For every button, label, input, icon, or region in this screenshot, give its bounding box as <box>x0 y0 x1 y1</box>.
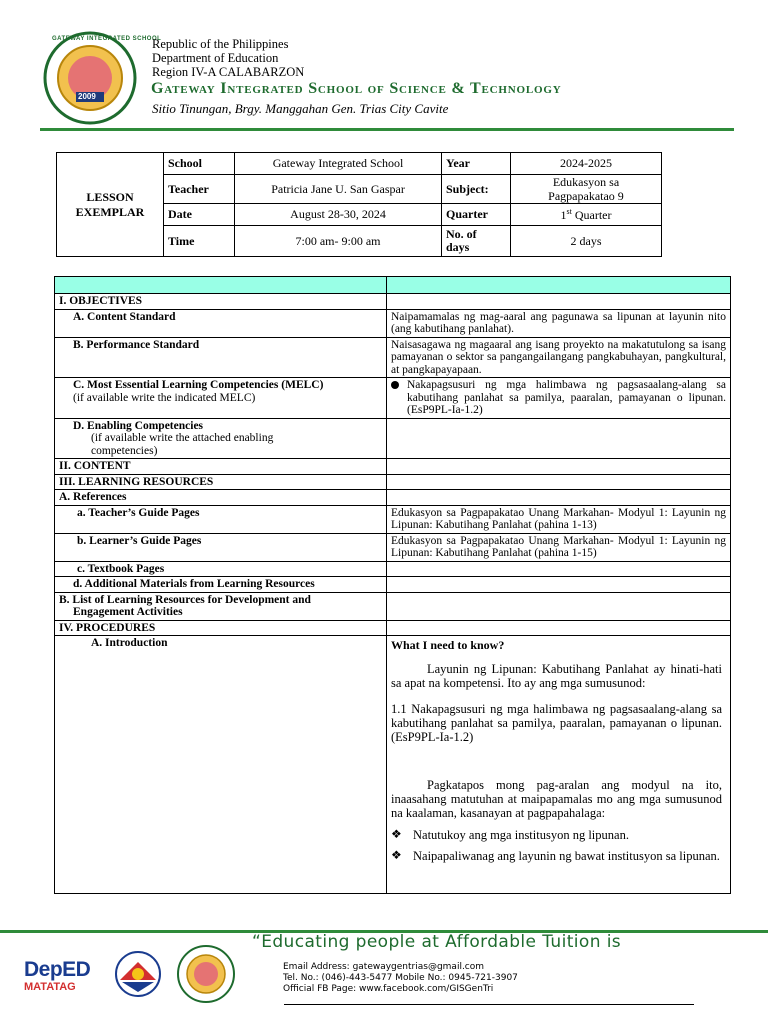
table-row <box>55 309 731 337</box>
year-label: Year <box>442 153 511 175</box>
learners-guide-value: Edukasyon sa Pagpapakatao Unang Markahan- Modyul 1: Layunin ng Lipunan: Kabutihang Panlahat (pahina 1-15) <box>387 533 731 561</box>
procedures-heading: IV. PROCEDURES <box>55 620 387 636</box>
days-value: 2 days <box>511 226 662 257</box>
days-label: No. of days <box>442 226 511 257</box>
intro-bullet: Naipapaliwanag ang layunin ng bawat institusyon sa lipunan. <box>413 848 720 863</box>
time-label: Time <box>164 226 235 257</box>
quarter-value: 1st Quarter <box>511 204 662 226</box>
melc-value: Nakapagsusuri ng mga halimbawa ng pagsasaalang-alang sa kabutihang panlahat sa pamilya, paaralan, pamayanan o lipunan. (EsP9PL-Ia-1.2) <box>407 379 726 416</box>
table-row <box>55 620 731 636</box>
bagong-pilipinas-logo <box>108 950 168 1003</box>
time-value: 7:00 am- 9:00 am <box>235 226 442 257</box>
table-row <box>55 505 731 533</box>
table-row <box>55 636 731 894</box>
contact-facebook: Official FB Page: www.facebook.com/GISGenTri <box>283 984 494 994</box>
list-resources-label: B. List of Learning Resources for Development and Engagement Activities <box>55 592 387 620</box>
logo-arc-text: GATEWAY INTEGRATED SCHOOL <box>52 36 162 42</box>
school-value: Gateway Integrated School <box>235 153 442 175</box>
bullet-icon <box>391 381 399 389</box>
additional-materials-label: d. Additional Materials from Learning Resources <box>55 577 387 593</box>
textbook-label: c. Textbook Pages <box>55 561 387 577</box>
school-logo <box>40 30 140 125</box>
year-value: 2024-2025 <box>511 153 662 175</box>
diamond-bullet-icon: ❖ <box>391 826 402 841</box>
intro-heading: What I need to know? <box>391 638 505 652</box>
content-heading: II. CONTENT <box>55 459 387 475</box>
table-row <box>55 577 731 593</box>
contact-phone: Tel. No.: (046)-443-5477 Mobile No.: 0945-721-3907 <box>283 973 518 983</box>
resources-heading: III. LEARNING RESOURCES <box>55 474 387 490</box>
introduction-content <box>387 636 731 894</box>
table-row <box>55 294 731 310</box>
republic-line: Republic of the Philippines <box>152 37 289 51</box>
lesson-plan-table <box>54 276 731 894</box>
teacher-value: Patricia Jane U. San Gaspar <box>235 175 442 204</box>
intro-expectation: Pagkatapos mong pag-aralan ang modyul na ito, inaasahang matutuhan at maipapamalas mo ang mga sumusunod na kaalaman, kasanayan at pagpapahalaga: <box>391 777 722 820</box>
enabling-label: D. Enabling Competencies (if available write the attached enabling competencies) <box>55 418 387 459</box>
region-line: Region IV-A CALABARZON <box>152 65 305 79</box>
intro-bullet: Natutukoy ang mga institusyon ng lipunan. <box>413 827 629 842</box>
school-motto: “Educating people at Affordable Tuition is <box>252 932 622 952</box>
table-row <box>55 337 731 378</box>
table-row <box>55 459 731 475</box>
table-row <box>55 378 731 419</box>
performance-standard-value: Naisasagawa ng magaaral ang isang proyekto na makatutulong sa isang pamayanan o sektor sa pangangailangang pangkabuhayan, pangkultural, at pangkapayapaan. <box>387 337 731 378</box>
subject-value: Edukasyon sa Pagpapakatao 9 <box>511 175 662 204</box>
lesson-exemplar-label: LESSON EXEMPLAR <box>57 153 164 257</box>
school-address: Sitio Tinungan, Brgy. Manggahan Gen. Trias City Cavite <box>152 101 449 116</box>
introduction-label: A. Introduction <box>55 636 387 894</box>
table-header-row <box>55 277 731 294</box>
table-row <box>55 533 731 561</box>
school-label: School <box>164 153 235 175</box>
lesson-info-table <box>56 152 662 257</box>
content-standard-label: A. Content Standard <box>55 309 387 337</box>
department-line: Department of Education <box>152 51 279 65</box>
content-standard-value: Naipamamalas ng mag-aaral ang pagunawa sa lipunan at layunin nito (ang kabutihang panlahat). <box>387 309 731 337</box>
school-logo-footer <box>175 944 237 1009</box>
date-label: Date <box>164 204 235 226</box>
table-row <box>55 474 731 490</box>
learners-guide-label: b. Learner’s Guide Pages <box>55 533 387 561</box>
date-value: August 28-30, 2024 <box>235 204 442 226</box>
objectives-heading: I. OBJECTIVES <box>55 294 387 310</box>
table-row <box>55 490 731 506</box>
subject-label: Subject: <box>442 175 511 204</box>
intro-competency: 1.1 Nakapagsusuri ng mga halimbawa ng pagsasaalang-alang sa kabutihang panlahat sa pamilya, paaralan, pamayanan o lipunan. (EsP9PL-Ia-1.2) <box>391 701 722 744</box>
teacher-label: Teacher <box>164 175 235 204</box>
teachers-guide-value: Edukasyon sa Pagpapakatao Unang Markahan- Modyul 1: Layunin ng Lipunan: Kabutihang Panlahat (pahina 1-13) <box>387 505 731 533</box>
diamond-bullet-icon: ❖ <box>391 847 402 862</box>
performance-standard-label: B. Performance Standard <box>55 337 387 378</box>
references-heading: A. References <box>55 490 387 506</box>
deped-logo: DepED MATATAG <box>24 958 91 993</box>
header-divider <box>40 128 734 131</box>
school-name: Gateway Integrated School of Science & Technology <box>151 80 562 97</box>
intro-paragraph: Layunin ng Lipunan: Kabutihang Panlahat ay hinati-hati sa apat na kompetensi. Ito ay ang mga sumusunod: <box>391 661 722 690</box>
footer-bottom-line <box>284 1004 694 1005</box>
logo-year: 2009 <box>78 92 96 101</box>
quarter-label: Quarter <box>442 204 511 226</box>
table-row <box>55 592 731 620</box>
contact-email: Email Address: gatewaygentrias@gmail.com <box>283 962 485 972</box>
teachers-guide-label: a. Teacher’s Guide Pages <box>55 505 387 533</box>
melc-label: C. Most Essential Learning Competencies (MELC) (if available write the indicated MELC) <box>55 378 387 419</box>
table-row <box>55 561 731 577</box>
table-row <box>55 418 731 459</box>
